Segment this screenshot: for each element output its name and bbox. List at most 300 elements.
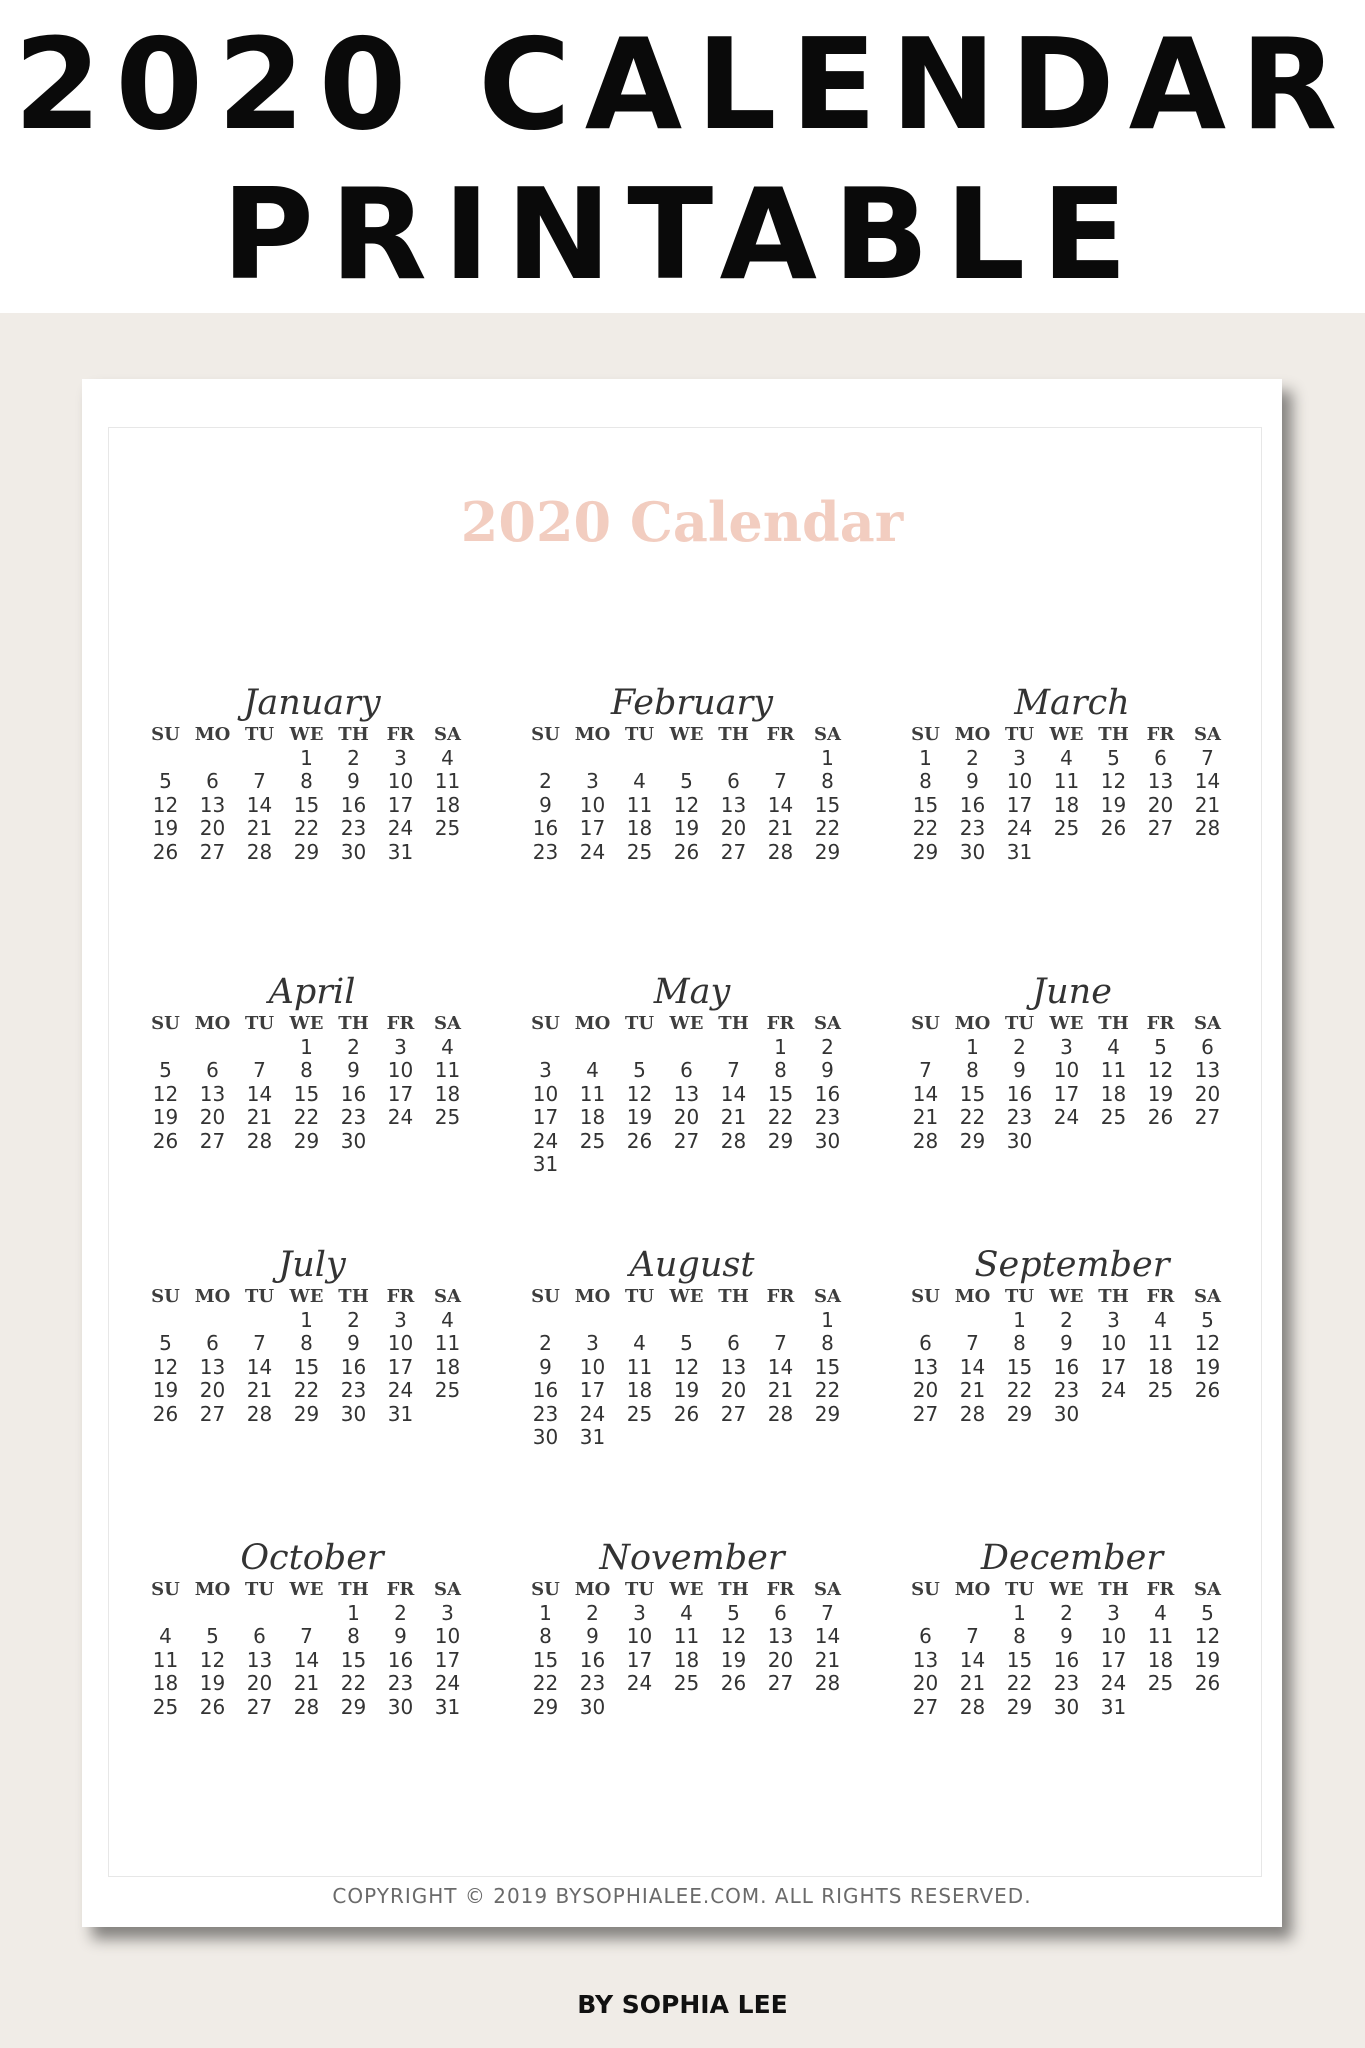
day-cell: 6 <box>919 1331 932 1355</box>
day-cell: 17 <box>626 1647 653 1672</box>
empty-day-cell <box>189 1309 236 1333</box>
day-cell: 24 <box>1053 1105 1080 1129</box>
day-cell: 4 <box>1107 1034 1120 1059</box>
day-cell: 5 <box>206 1624 219 1648</box>
day-cell: 23 <box>959 816 986 840</box>
day-cell: 28 <box>246 1128 273 1153</box>
day-cell: 17 <box>434 1647 461 1672</box>
day-cell: 29 <box>767 1128 794 1153</box>
day-cell: 14 <box>246 1354 273 1379</box>
empty-day-cell <box>616 747 663 771</box>
day-cell: 9 <box>347 769 360 793</box>
day-cell: 4 <box>441 1034 454 1059</box>
day-cell: 7 <box>253 1331 266 1355</box>
day-cell: 3 <box>1107 1600 1120 1625</box>
weekday-header: SA <box>814 724 841 745</box>
day-cell: 2 <box>821 1034 834 1059</box>
month-grid <box>142 723 482 864</box>
day-cell: 9 <box>539 792 552 817</box>
empty-day-cell <box>522 747 569 771</box>
day-cell: 16 <box>387 1647 414 1672</box>
day-cell: 2 <box>539 1331 552 1355</box>
day-cell: 8 <box>966 1058 979 1082</box>
weekday-header: MO <box>954 1579 991 1600</box>
day-cell: 18 <box>1147 1354 1174 1379</box>
day-cell: 10 <box>1053 1058 1080 1082</box>
day-cell: 3 <box>586 769 599 793</box>
day-cell: 12 <box>1194 1331 1221 1355</box>
day-cell: 31 <box>579 1425 606 1449</box>
day-cell: 27 <box>720 1401 747 1426</box>
day-cell: 16 <box>1053 1354 1080 1379</box>
day-cell: 9 <box>347 1058 360 1082</box>
empty-day-cell <box>663 1309 710 1333</box>
day-cell: 2 <box>347 745 360 770</box>
day-cell: 12 <box>1194 1624 1221 1648</box>
day-cell: 16 <box>1053 1647 1080 1672</box>
day-cell: 7 <box>727 1058 740 1082</box>
weekday-header: WE <box>1049 1579 1084 1600</box>
empty-day-cell <box>902 1036 949 1060</box>
weekday-header: SA <box>434 724 461 745</box>
day-cell: 20 <box>1147 792 1174 817</box>
day-cell: 31 <box>387 839 414 864</box>
day-cell: 15 <box>293 1081 320 1106</box>
day-cell: 25 <box>434 1378 461 1402</box>
day-cell: 3 <box>394 745 407 770</box>
day-cell: 5 <box>159 769 172 793</box>
day-cell: 3 <box>1060 1034 1073 1059</box>
day-cell: 9 <box>1013 1058 1026 1082</box>
day-cell: 24 <box>626 1671 653 1695</box>
day-cell: 1 <box>821 745 834 770</box>
month-may <box>522 972 862 1177</box>
day-cell: 15 <box>293 792 320 817</box>
day-cell: 28 <box>1194 816 1221 840</box>
day-cell: 30 <box>1053 1694 1080 1719</box>
day-cell: 22 <box>293 816 320 840</box>
day-cell: 1 <box>1013 1600 1026 1625</box>
day-cell: 21 <box>959 1378 986 1402</box>
month-name: April <box>268 972 356 1012</box>
day-cell: 15 <box>912 792 939 817</box>
weekday-header: TU <box>244 1579 275 1600</box>
day-cell: 30 <box>340 1401 367 1426</box>
month-grid <box>902 1578 1242 1719</box>
month-name: November <box>599 1538 785 1578</box>
day-cell: 9 <box>586 1624 599 1648</box>
day-cell: 13 <box>912 1647 939 1672</box>
day-cell: 1 <box>1013 1307 1026 1332</box>
day-cell: 15 <box>532 1647 559 1672</box>
day-cell: 14 <box>1194 769 1221 793</box>
empty-day-cell <box>569 747 616 771</box>
day-cell: 2 <box>539 769 552 793</box>
day-cell: 9 <box>821 1058 834 1082</box>
day-cell: 28 <box>293 1694 320 1719</box>
empty-day-cell <box>236 747 283 771</box>
day-cell: 4 <box>680 1600 693 1625</box>
weekday-header: WE <box>289 1579 324 1600</box>
day-cell: 6 <box>206 1058 219 1082</box>
weekday-header: SA <box>1194 1013 1221 1034</box>
empty-day-cell <box>949 1602 996 1626</box>
weekday-header: TU <box>244 1013 275 1034</box>
day-cell: 22 <box>912 816 939 840</box>
day-cell: 4 <box>1060 745 1073 770</box>
day-cell: 28 <box>720 1128 747 1153</box>
day-cell: 29 <box>1006 1694 1033 1719</box>
day-cell: 8 <box>774 1058 787 1082</box>
month-march <box>902 683 1242 864</box>
month-name: February <box>610 683 774 723</box>
day-cell: 21 <box>720 1105 747 1129</box>
day-cell: 19 <box>1147 1081 1174 1106</box>
day-cell: 26 <box>626 1128 653 1153</box>
weekday-header: SU <box>151 1286 180 1307</box>
day-cell: 28 <box>767 1401 794 1426</box>
weekday-header: WE <box>669 724 704 745</box>
weekday-header: MO <box>954 724 991 745</box>
day-cell: 23 <box>579 1671 606 1695</box>
day-cell: 22 <box>814 816 841 840</box>
day-cell: 21 <box>1194 792 1221 817</box>
day-cell: 9 <box>347 1331 360 1355</box>
day-cell: 25 <box>152 1694 179 1719</box>
month-grid <box>902 1012 1242 1153</box>
empty-day-cell <box>189 1036 236 1060</box>
day-cell: 23 <box>1053 1671 1080 1695</box>
day-cell: 5 <box>1107 745 1120 770</box>
day-cell: 21 <box>767 816 794 840</box>
day-cell: 8 <box>300 769 313 793</box>
day-cell: 24 <box>434 1671 461 1695</box>
weekday-header: FR <box>1146 1286 1175 1307</box>
month-february <box>522 683 862 864</box>
day-cell: 24 <box>579 1401 606 1426</box>
day-cell: 4 <box>441 745 454 770</box>
day-cell: 18 <box>673 1647 700 1672</box>
day-cell: 20 <box>199 1105 226 1129</box>
weekday-header: SU <box>531 1013 560 1034</box>
day-cell: 8 <box>1013 1331 1026 1355</box>
day-cell: 10 <box>626 1624 653 1648</box>
day-cell: 8 <box>1013 1624 1026 1648</box>
weekday-header: TH <box>1098 1579 1129 1600</box>
weekday-header: SA <box>814 1286 841 1307</box>
day-cell: 5 <box>633 1058 646 1082</box>
month-name: July <box>278 1245 346 1285</box>
day-cell: 7 <box>774 1331 787 1355</box>
empty-day-cell <box>283 1602 330 1626</box>
day-cell: 2 <box>1013 1034 1026 1059</box>
day-cell: 3 <box>1013 745 1026 770</box>
day-cell: 31 <box>532 1152 559 1176</box>
day-cell: 27 <box>720 839 747 864</box>
month-name: August <box>629 1245 755 1285</box>
day-cell: 24 <box>532 1128 559 1153</box>
day-cell: 31 <box>434 1694 461 1719</box>
weekday-header: MO <box>574 724 611 745</box>
weekday-header: SU <box>911 1013 940 1034</box>
day-cell: 22 <box>293 1105 320 1129</box>
day-cell: 4 <box>633 769 646 793</box>
empty-day-cell <box>663 747 710 771</box>
calendar-sheet <box>82 379 1282 1927</box>
day-cell: 25 <box>434 1105 461 1129</box>
day-cell: 11 <box>579 1081 606 1106</box>
day-cell: 29 <box>293 1128 320 1153</box>
weekday-header: FR <box>386 1579 415 1600</box>
empty-day-cell <box>663 1036 710 1060</box>
day-cell: 26 <box>152 839 179 864</box>
month-july <box>142 1245 482 1426</box>
weekday-header: FR <box>766 1286 795 1307</box>
day-cell: 7 <box>966 1331 979 1355</box>
weekday-header: TU <box>624 1286 655 1307</box>
day-cell: 10 <box>387 769 414 793</box>
day-cell: 26 <box>199 1694 226 1719</box>
day-cell: 15 <box>340 1647 367 1672</box>
day-cell: 29 <box>293 839 320 864</box>
day-cell: 11 <box>152 1647 179 1672</box>
day-cell: 17 <box>387 1354 414 1379</box>
weekday-header: TU <box>244 1286 275 1307</box>
day-cell: 28 <box>246 1401 273 1426</box>
day-cell: 5 <box>680 1331 693 1355</box>
empty-day-cell <box>949 1309 996 1333</box>
day-cell: 26 <box>673 1401 700 1426</box>
weekday-header: TU <box>1004 1579 1035 1600</box>
day-cell: 21 <box>246 816 273 840</box>
month-grid <box>522 723 862 864</box>
day-cell: 19 <box>673 816 700 840</box>
weekday-header: FR <box>1146 1579 1175 1600</box>
day-cell: 30 <box>340 839 367 864</box>
day-cell: 15 <box>814 1354 841 1379</box>
weekday-header: SA <box>434 1286 461 1307</box>
weekday-header: SU <box>911 724 940 745</box>
day-cell: 9 <box>1060 1331 1073 1355</box>
day-cell: 13 <box>199 1354 226 1379</box>
day-cell: 8 <box>347 1624 360 1648</box>
weekday-header: TH <box>1098 724 1129 745</box>
day-cell: 24 <box>1006 816 1033 840</box>
day-cell: 21 <box>912 1105 939 1129</box>
day-cell: 30 <box>1006 1128 1033 1153</box>
day-cell: 29 <box>532 1694 559 1719</box>
month-name: May <box>653 972 731 1012</box>
day-cell: 27 <box>246 1694 273 1719</box>
day-cell: 12 <box>152 1354 179 1379</box>
empty-day-cell <box>616 1036 663 1060</box>
day-cell: 24 <box>579 839 606 864</box>
day-cell: 19 <box>1100 792 1127 817</box>
day-cell: 2 <box>347 1034 360 1059</box>
weekday-header: TH <box>718 1286 749 1307</box>
weekday-header: SA <box>1194 724 1221 745</box>
empty-day-cell <box>236 1036 283 1060</box>
day-cell: 17 <box>579 1378 606 1402</box>
day-cell: 29 <box>340 1694 367 1719</box>
weekday-header: TH <box>338 1013 369 1034</box>
day-cell: 3 <box>1107 1307 1120 1332</box>
day-cell: 18 <box>626 816 653 840</box>
day-cell: 27 <box>673 1128 700 1153</box>
day-cell: 11 <box>434 1331 461 1355</box>
weekday-header: MO <box>954 1013 991 1034</box>
day-cell: 23 <box>340 1378 367 1402</box>
day-cell: 28 <box>959 1694 986 1719</box>
headline-line-1: 2020 CALENDAR <box>13 11 1352 158</box>
weekday-header: FR <box>386 1013 415 1034</box>
day-cell: 12 <box>1100 769 1127 793</box>
day-cell: 20 <box>912 1671 939 1695</box>
day-cell: 16 <box>814 1081 841 1106</box>
weekday-header: TH <box>338 724 369 745</box>
day-cell: 13 <box>199 1081 226 1106</box>
day-cell: 27 <box>767 1671 794 1695</box>
day-cell: 10 <box>434 1624 461 1648</box>
weekday-header: SU <box>911 1286 940 1307</box>
day-cell: 11 <box>434 769 461 793</box>
day-cell: 9 <box>966 769 979 793</box>
day-cell: 1 <box>300 1034 313 1059</box>
day-cell: 18 <box>1147 1647 1174 1672</box>
day-cell: 10 <box>579 792 606 817</box>
day-cell: 16 <box>959 792 986 817</box>
month-grid <box>522 1012 862 1177</box>
month-grid <box>142 1012 482 1153</box>
day-cell: 11 <box>1100 1058 1127 1082</box>
day-cell: 26 <box>673 839 700 864</box>
day-cell: 29 <box>814 1401 841 1426</box>
weekday-header: MO <box>194 1286 231 1307</box>
day-cell: 30 <box>1053 1401 1080 1426</box>
empty-day-cell <box>142 1309 189 1333</box>
month-name: March <box>1014 683 1130 723</box>
day-cell: 14 <box>959 1647 986 1672</box>
day-cell: 17 <box>1100 1647 1127 1672</box>
day-cell: 26 <box>1194 1378 1221 1402</box>
day-cell: 9 <box>394 1624 407 1648</box>
day-cell: 17 <box>579 816 606 840</box>
day-cell: 3 <box>586 1331 599 1355</box>
weekday-header: FR <box>766 724 795 745</box>
day-cell: 16 <box>579 1647 606 1672</box>
day-cell: 21 <box>767 1378 794 1402</box>
day-cell: 2 <box>1060 1307 1073 1332</box>
weekday-header: WE <box>289 1286 324 1307</box>
day-cell: 4 <box>159 1624 172 1648</box>
day-cell: 24 <box>1100 1378 1127 1402</box>
empty-day-cell <box>569 1036 616 1060</box>
day-cell: 25 <box>1053 816 1080 840</box>
day-cell: 11 <box>626 1354 653 1379</box>
weekday-header: TH <box>718 1013 749 1034</box>
day-cell: 18 <box>434 1081 461 1106</box>
weekday-header: MO <box>194 724 231 745</box>
day-cell: 10 <box>579 1354 606 1379</box>
day-cell: 5 <box>1201 1600 1214 1625</box>
weekday-header: TH <box>718 1579 749 1600</box>
day-cell: 1 <box>774 1034 787 1059</box>
month-grid <box>902 1285 1242 1426</box>
day-cell: 11 <box>1147 1624 1174 1648</box>
day-cell: 30 <box>532 1425 559 1449</box>
month-august <box>522 1245 862 1450</box>
day-cell: 23 <box>387 1671 414 1695</box>
weekday-header: TH <box>338 1579 369 1600</box>
day-cell: 16 <box>340 1081 367 1106</box>
day-cell: 27 <box>1194 1105 1221 1129</box>
day-cell: 11 <box>434 1058 461 1082</box>
weekday-header: MO <box>194 1579 231 1600</box>
day-cell: 1 <box>539 1600 552 1625</box>
weekday-header: TU <box>1004 724 1035 745</box>
day-cell: 7 <box>300 1624 313 1648</box>
day-cell: 16 <box>340 792 367 817</box>
day-cell: 11 <box>673 1624 700 1648</box>
day-cell: 6 <box>1154 745 1167 770</box>
day-cell: 4 <box>441 1307 454 1332</box>
weekday-header: TU <box>1004 1013 1035 1034</box>
day-cell: 18 <box>579 1105 606 1129</box>
day-cell: 2 <box>966 745 979 770</box>
month-name: January <box>243 683 381 723</box>
day-cell: 6 <box>919 1624 932 1648</box>
day-cell: 10 <box>532 1081 559 1106</box>
weekday-header: SU <box>151 1013 180 1034</box>
empty-day-cell <box>710 1036 757 1060</box>
day-cell: 14 <box>767 1354 794 1379</box>
weekday-header: TU <box>244 724 275 745</box>
day-cell: 17 <box>387 792 414 817</box>
day-cell: 5 <box>1154 1034 1167 1059</box>
day-cell: 14 <box>959 1354 986 1379</box>
weekday-header: FR <box>766 1013 795 1034</box>
weekday-header: FR <box>1146 724 1175 745</box>
day-cell: 8 <box>539 1624 552 1648</box>
day-cell: 30 <box>340 1128 367 1153</box>
day-cell: 6 <box>206 769 219 793</box>
day-cell: 15 <box>1006 1647 1033 1672</box>
day-cell: 7 <box>253 769 266 793</box>
weekday-header: MO <box>574 1286 611 1307</box>
weekday-header: SU <box>911 1579 940 1600</box>
day-cell: 28 <box>912 1128 939 1153</box>
weekday-header: WE <box>1049 724 1084 745</box>
day-cell: 1 <box>347 1600 360 1625</box>
day-cell: 9 <box>539 1354 552 1379</box>
weekday-header: WE <box>289 724 324 745</box>
day-cell: 12 <box>673 1354 700 1379</box>
month-november <box>522 1538 862 1719</box>
day-cell: 8 <box>821 1331 834 1355</box>
day-cell: 27 <box>199 1128 226 1153</box>
weekday-header: SA <box>814 1579 841 1600</box>
day-cell: 29 <box>814 839 841 864</box>
day-cell: 28 <box>959 1401 986 1426</box>
empty-day-cell <box>142 747 189 771</box>
day-cell: 7 <box>1201 745 1214 770</box>
day-cell: 13 <box>720 792 747 817</box>
day-cell: 19 <box>1194 1647 1221 1672</box>
day-cell: 21 <box>959 1671 986 1695</box>
day-cell: 6 <box>1201 1034 1214 1059</box>
day-cell: 20 <box>673 1105 700 1129</box>
day-cell: 27 <box>199 1401 226 1426</box>
